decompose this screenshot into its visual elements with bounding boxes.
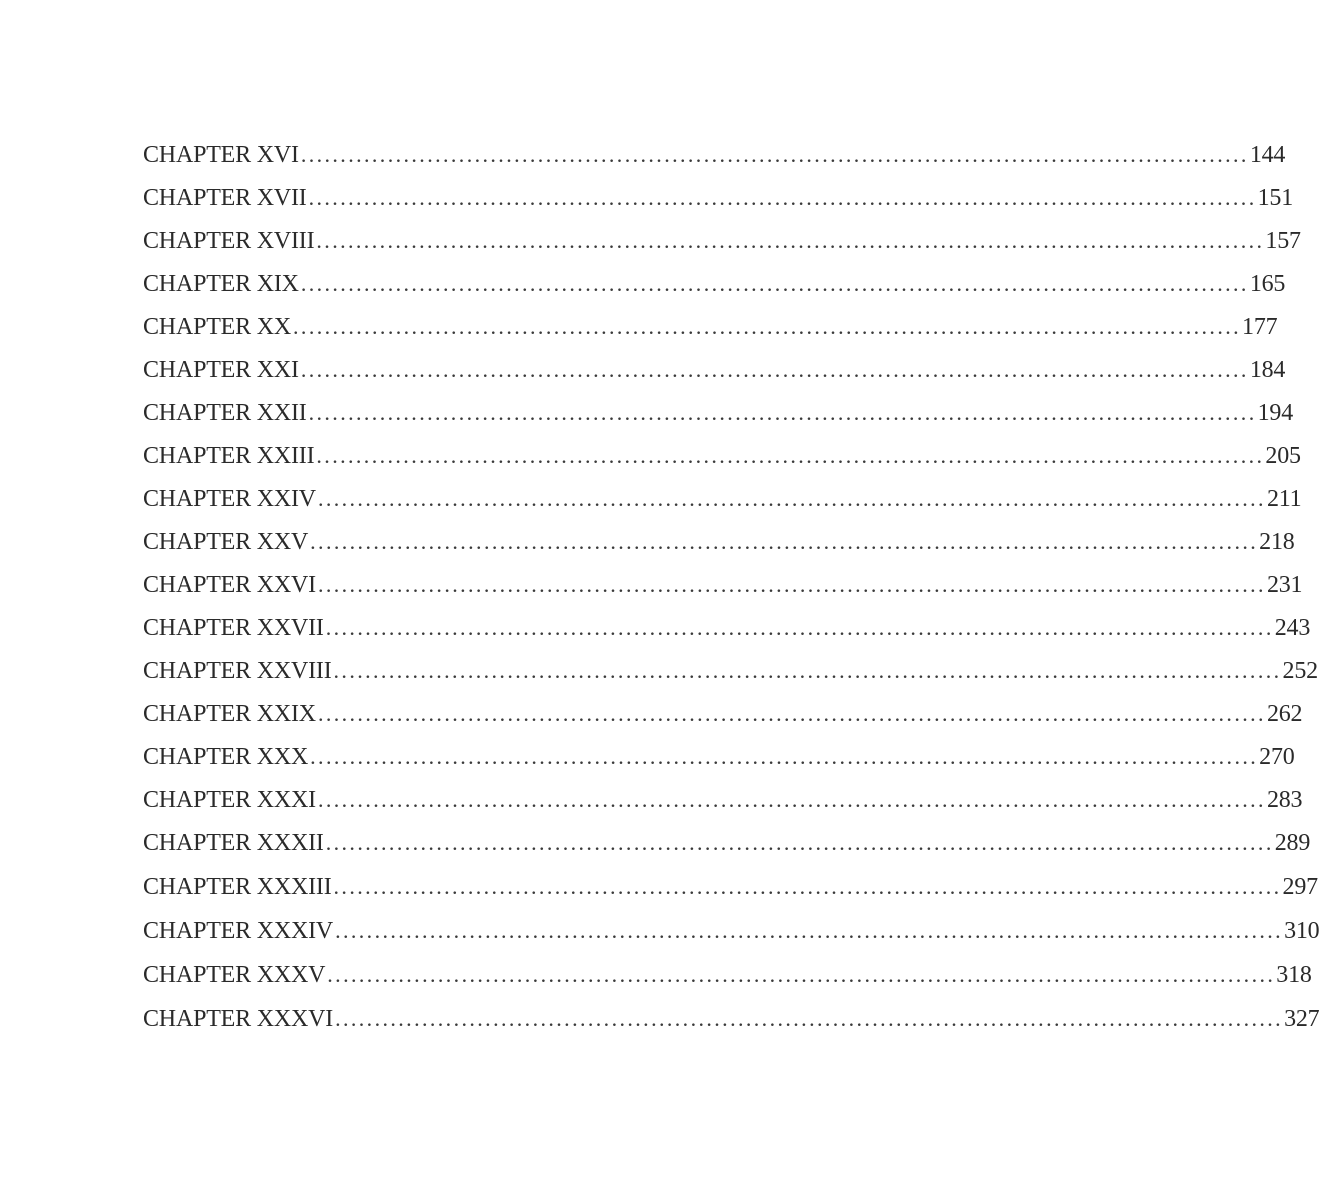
- page-number: 165: [1249, 271, 1286, 297]
- toc-entry: [143, 563, 1303, 606]
- page-number: 283: [1266, 787, 1303, 813]
- toc-entry: [143, 953, 1312, 997]
- chapter-title: CHAPTER XVII: [143, 185, 307, 211]
- dot-leader: ........................................................................................................................: [333, 874, 1282, 899]
- page-number: 310: [1284, 918, 1319, 944]
- dot-leader: ........................................................................................................................: [333, 658, 1282, 683]
- dot-leader: ........................................................................................................................: [317, 701, 1266, 726]
- page-number: 231: [1266, 572, 1303, 598]
- dot-leader: ........................................................................................................................: [316, 443, 1265, 468]
- toc-entry: [143, 434, 1301, 477]
- chapter-title: CHAPTER XXXI: [143, 787, 316, 813]
- chapter-title: CHAPTER XXIII: [143, 443, 315, 469]
- page-number: 151: [1257, 185, 1294, 211]
- dot-leader: ........................................................................................................................: [325, 830, 1274, 855]
- dot-leader: ........................................................................................................................: [317, 572, 1266, 597]
- chapter-title: CHAPTER XVI: [143, 142, 299, 168]
- toc-entry: [143, 520, 1295, 563]
- toc-entry: [143, 305, 1278, 348]
- toc-entry: [143, 262, 1286, 305]
- dot-leader: ........................................................................................................................: [317, 486, 1266, 511]
- page-number: 262: [1266, 701, 1303, 727]
- page-number: 270: [1259, 744, 1295, 770]
- chapter-title: CHAPTER XXXIII: [143, 874, 332, 900]
- chapter-title: CHAPTER XXIX: [143, 701, 316, 727]
- dot-leader: ........................................................................................................................: [316, 228, 1265, 253]
- chapter-title: CHAPTER XXII: [143, 400, 307, 426]
- dot-leader: ........................................................................................................................: [327, 962, 1276, 987]
- dot-leader: ........................................................................................................................: [335, 918, 1284, 943]
- dot-leader: ........................................................................................................................: [300, 271, 1249, 296]
- chapter-title: CHAPTER XXX: [143, 744, 309, 770]
- page-number: 144: [1249, 142, 1286, 168]
- dot-leader: ........................................................................................................................: [335, 1006, 1284, 1031]
- chapter-title: CHAPTER XXV: [143, 529, 309, 555]
- dot-leader: ........................................................................................................................: [310, 529, 1259, 554]
- toc-entry: [143, 909, 1319, 953]
- dot-leader: ........................................................................................................................: [325, 615, 1274, 640]
- chapter-title: CHAPTER XXIV: [143, 486, 316, 512]
- page-number: 184: [1249, 357, 1286, 383]
- dot-leader: ........................................................................................................................: [308, 400, 1257, 425]
- page-number: 211: [1266, 486, 1302, 512]
- page-number: 289: [1274, 830, 1311, 856]
- toc-entry: [143, 606, 1311, 649]
- page-number: 318: [1276, 962, 1312, 988]
- dot-leader: ........................................................................................................................: [293, 314, 1242, 339]
- page-number: 194: [1257, 400, 1294, 426]
- page-number: 327: [1284, 1006, 1319, 1032]
- chapter-title: CHAPTER XXXV: [143, 962, 326, 988]
- page-number: 205: [1265, 443, 1301, 469]
- chapter-title: CHAPTER XIX: [143, 271, 299, 297]
- chapter-title: CHAPTER XVIII: [143, 228, 315, 254]
- dot-leader: ........................................................................................................................: [310, 744, 1259, 769]
- page-number: 157: [1265, 228, 1301, 254]
- dot-leader: ........................................................................................................................: [300, 357, 1249, 382]
- chapter-title: CHAPTER XXVI: [143, 572, 316, 598]
- chapter-title: CHAPTER XXVII: [143, 615, 324, 641]
- toc-entry: [143, 348, 1286, 391]
- page-number: 252: [1282, 658, 1318, 684]
- toc-entry: [143, 176, 1294, 219]
- dot-leader: ........................................................................................................................: [300, 142, 1249, 167]
- page-number: 177: [1242, 314, 1278, 340]
- toc-entry: [143, 692, 1303, 735]
- toc-entry: [143, 477, 1302, 520]
- toc-entry: [143, 735, 1295, 778]
- toc-entry: [143, 133, 1286, 176]
- toc-entry: [143, 778, 1303, 821]
- dot-leader: ........................................................................................................................: [317, 787, 1266, 812]
- toc-entry: [143, 391, 1294, 434]
- page-number: 243: [1274, 615, 1311, 641]
- chapter-title: CHAPTER XXI: [143, 357, 299, 383]
- toc-entry: [143, 865, 1318, 909]
- toc-entry: [143, 997, 1319, 1041]
- page-number: 218: [1259, 529, 1295, 555]
- chapter-title: CHAPTER XXVIII: [143, 658, 332, 684]
- table-of-contents: [143, 133, 1319, 1041]
- chapter-title: CHAPTER XX: [143, 314, 292, 340]
- chapter-title: CHAPTER XXXVI: [143, 1006, 334, 1032]
- toc-entry: [143, 219, 1301, 262]
- page-number: 297: [1282, 874, 1318, 900]
- toc-entry: [143, 649, 1318, 692]
- chapter-title: CHAPTER XXXII: [143, 830, 324, 856]
- chapter-title: CHAPTER XXXIV: [143, 918, 334, 944]
- toc-entry: [143, 821, 1311, 865]
- dot-leader: ........................................................................................................................: [308, 185, 1257, 210]
